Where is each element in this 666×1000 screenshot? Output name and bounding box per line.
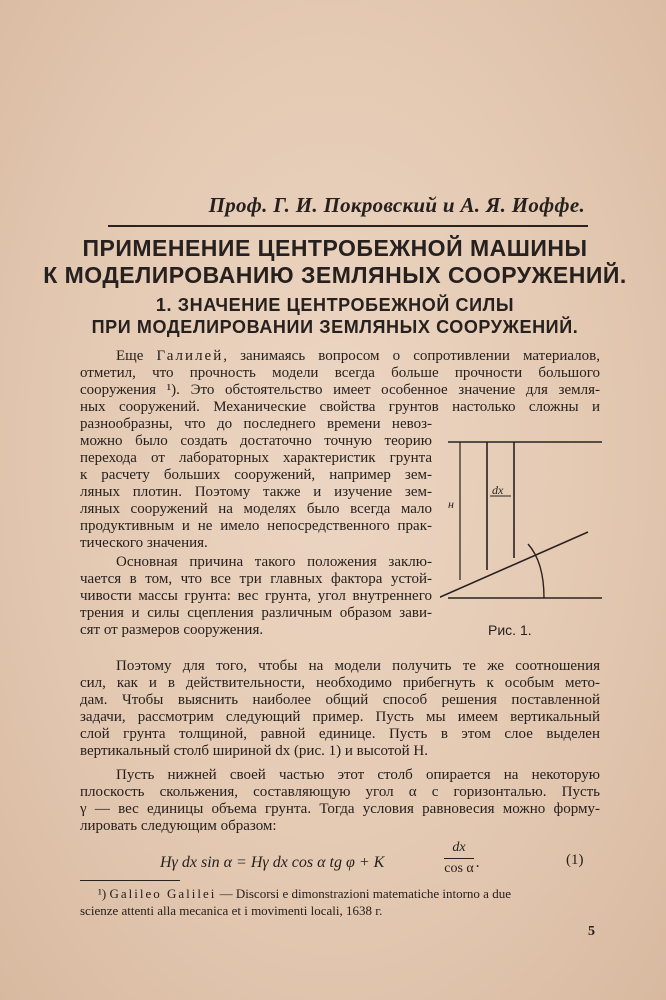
body-line: отметил, что прочность модели всегда больше прочности большого [80,365,600,381]
body-line: Еще Галилей, занимаясь вопросом о сопротивлении материалов, [116,348,600,364]
body-line: Пусть нижней своей частью этот столб опирается на некоторую [116,767,600,783]
body-line: трения и силы сцепления различным образом зави- [80,605,432,621]
article-title-line-1: ПРИМЕНЕНИЕ ЦЕНТРОБЕЖНОЙ МАШИНЫ [82,235,588,261]
equation-main: Hγ dx sin α = Hγ dx cos α tg φ + K [160,854,385,871]
equation-1 [160,840,480,880]
body-line: слой грунта толщиной, равной единице. Пусть в этом слое выделен [80,726,600,742]
authors-line: Проф. Г. И. Покровский и А. Я. Иоффе. [208,193,585,217]
figure-caption: Рис. 1. [488,622,532,638]
body-line: дам. Чтобы выяснить наиболее общий способ решения поставленной [80,692,600,708]
figure-1-diagram [440,432,606,612]
body-line: вертикальный столб шириной dx (рис. 1) и высотой H. [80,743,428,759]
page-number: 5 [588,924,595,939]
body-line: задачи, рассмотрим следующий пример. Пусть мы имеем вертикальный [80,709,600,725]
section-heading-line-2: ПРИ МОДЕЛИРОВАНИИ ЗЕМЛЯНЫХ СООРУЖЕНИЙ. [91,317,579,337]
authors-underline [108,225,588,227]
equation-number: (1) [566,852,584,868]
label-dx: dx [492,483,504,497]
body-line: ляных плотин. Поэтому также и изучение зем- [80,484,432,500]
body-line: Основная причина такого положения заклю- [116,554,432,570]
name-galilei: Галилей [156,348,224,364]
body-line: сил, как и в действительности, необходимо прибегнуть к особым мето- [80,675,600,691]
fraction-denominator: cos α [444,861,474,876]
body-line: сооружения ¹). Это обстоятельство имеет особенное значение для земля- [80,382,600,398]
body-line: лировать следующим образом: [80,818,277,834]
body-line: разнообразны, что до последнего времени невоз- [80,416,432,432]
label-h: н [448,497,454,511]
body-line: Поэтому для того, чтобы на модели получить те же соотношения [116,658,600,674]
body-line: чивости массы грунта: вес грунта, угол внутреннего [80,588,432,604]
footnote-rule [80,880,180,881]
body-line: ляных сооружений на моделях было всегда мало [80,501,432,517]
body-line: продуктивным и не имело непосредственного прак- [80,518,432,534]
footnote-line-2: scienze attenti alla mecanica et i movimenti locali, 1638 г. [80,903,383,918]
section-heading-line-1: 1. ЗНАЧЕНИЕ ЦЕНТРОБЕЖНОЙ СИЛЫ [155,295,515,315]
body-line: тического значения. [80,535,208,551]
equation-fraction [444,840,474,877]
body-line: перехода от лабораторных характеристик грунта [80,450,432,466]
fraction-bar [444,858,474,859]
body-line: чается в том, что все три главных фактора устой- [80,571,432,587]
footnote-name: Galileo Galilei [109,886,217,901]
body-line: можно было создать достаточно точную теорию [80,433,432,449]
equation-end: . [476,854,480,871]
fraction-numerator: dx [452,840,466,855]
article-title-line-2: К МОДЕЛИРОВАНИЮ ЗЕМЛЯНЫХ СООРУЖЕНИЙ. [43,262,627,288]
body-line: к расчету больших сооружений, например зем- [80,467,432,483]
body-line: ных сооружений. Механические свойства грунтов настолько сложны и [80,399,600,415]
body-line: γ — вес единицы объема грунта. Тогда условия равновесия можно форму- [80,801,600,817]
body-line: сят от размеров сооружения. [80,622,264,638]
body-line: плоскость скольжения, составляющую угол α с горизонталью. Пусть [80,784,600,800]
footnote-line-1: ¹) Galileo Galilei — Discorsi e dimonstrazioni matematiche intorno a due [98,886,511,901]
